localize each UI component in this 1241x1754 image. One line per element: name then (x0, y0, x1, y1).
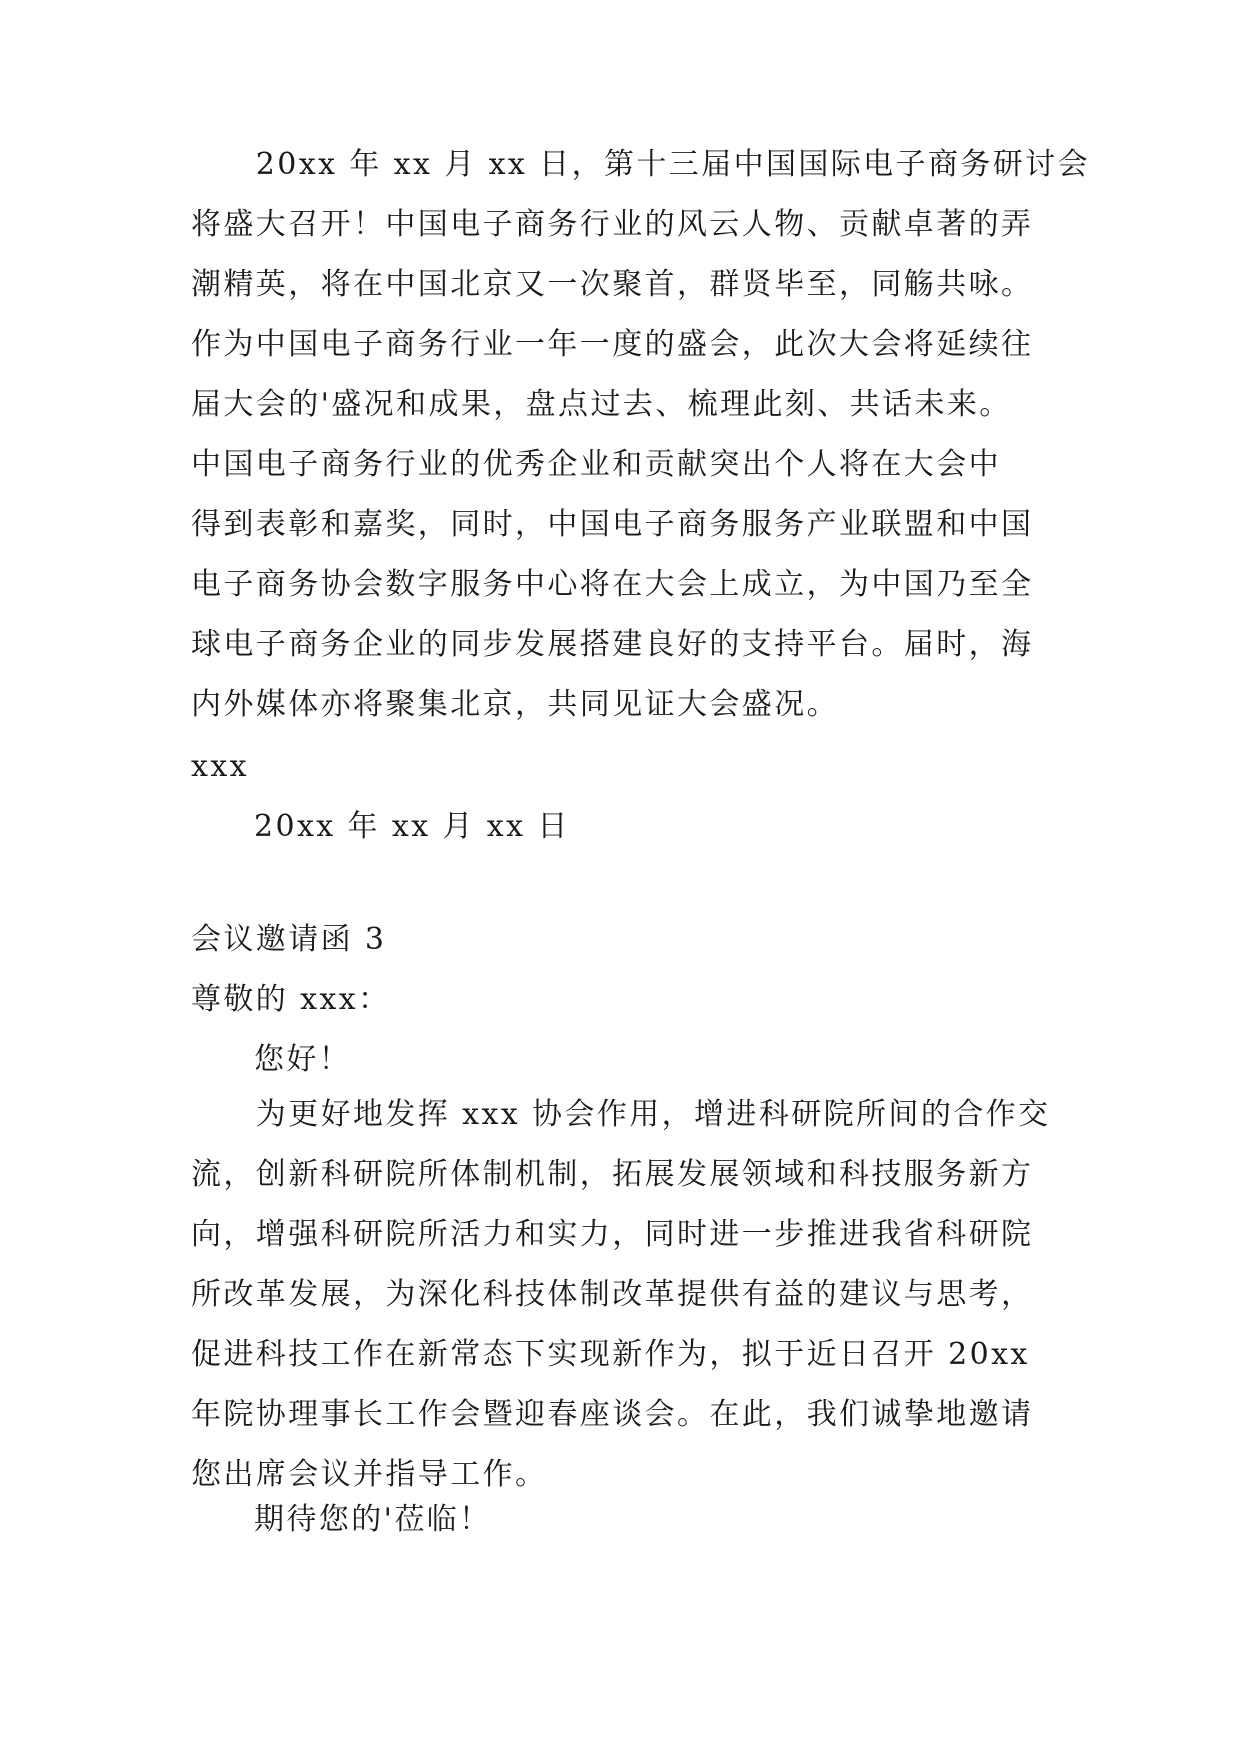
text-line: 将盛大召开！中国电子商务行业的风云人物、贡献卓著的弄 (191, 207, 1034, 242)
paragraph-conference-announcement (191, 135, 1090, 735)
section-title: 会议邀请函 3 (191, 922, 387, 957)
text-line: 电子商务协会数字服务中心将在大会上成立，为中国乃至全 (191, 567, 1034, 602)
signer-name: xxx (191, 749, 249, 784)
text-line: 您出席会议并指导工作。 (191, 1457, 548, 1492)
salutation: 尊敬的 xxx： (191, 982, 391, 1017)
text-line: 年院协理事长工作会暨迎春座谈会。在此，我们诚挚地邀请 (191, 1397, 1034, 1432)
text-line: 中国电子商务行业的优秀企业和贡献突出个人将在大会中 (191, 447, 1001, 482)
text-line: 潮精英，将在中国北京又一次聚首，群贤毕至，同觞共咏。 (191, 267, 1034, 302)
signature-date: 20xx 年 xx 月 xx 日 (254, 809, 570, 844)
text-line: 流，创新科研院所体制机制，拓展发展领域和科技服务新方 (191, 1157, 1034, 1192)
text-line: 为更好地发挥 xxx 协会作用，增进科研院所间的合作交 (191, 1097, 1051, 1132)
text-line: 得到表彰和嘉奖，同时，中国电子商务服务产业联盟和中国 (191, 507, 1034, 542)
text-line: 20xx 年 xx 月 xx 日，第十三届中国国际电子商务研讨会 (191, 147, 1090, 182)
text-line: 作为中国电子商务行业一年一度的盛会，此次大会将延续往 (191, 327, 1034, 362)
text-line: 促进科技工作在新常态下实现新作为，拟于近日召开 20xx (191, 1337, 1030, 1372)
closing-line: 期待您的'莅临！ (254, 1502, 492, 1537)
text-line: 内外媒体亦将聚集北京，共同见证大会盛况。 (191, 687, 839, 722)
text-line: 向，增强科研院所活力和实力，同时进一步推进我省科研院 (191, 1217, 1034, 1252)
paragraph-invitation-body (191, 1085, 1071, 1505)
text-line: 球电子商务企业的同步发展搭建良好的支持平台。届时，海 (191, 627, 1034, 662)
text-line: 届大会的'盛况和成果，盘点过去、梳理此刻、共话未来。 (191, 387, 1012, 422)
greeting: 您好！ (254, 1042, 352, 1077)
text-line: 所改革发展，为深化科技体制改革提供有益的建议与思考， (191, 1277, 1034, 1312)
